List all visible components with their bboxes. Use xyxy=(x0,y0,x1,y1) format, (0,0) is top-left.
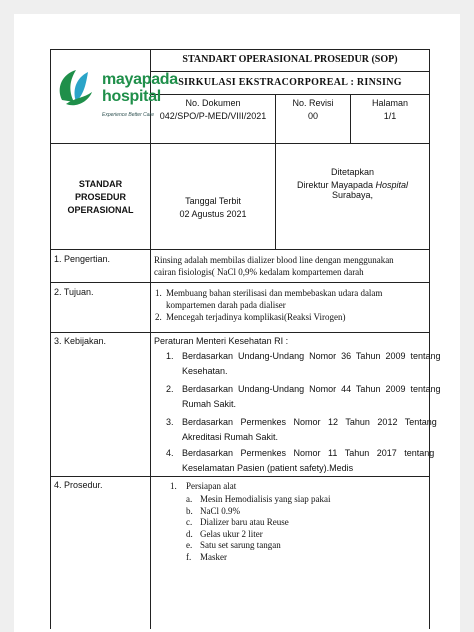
subitem-letter: b. xyxy=(186,505,193,516)
standar-label-line2: PROSEDUR xyxy=(74,192,126,202)
tujuan-label: 2. Tujuan. xyxy=(54,287,94,297)
divider xyxy=(50,249,430,250)
tujuan-item-1-line1: Membuang bahan sterilisasi dan membebaskan udara dalam xyxy=(166,288,383,298)
kebijakan-item-2-num: 2. xyxy=(166,384,174,394)
kebijakan-item-1-line2: Kesehatan. xyxy=(182,366,228,376)
subitem-letter: e. xyxy=(186,540,193,550)
prosedur-subitem xyxy=(186,528,426,540)
page-label: Halaman xyxy=(371,98,409,108)
mayapada-logo xyxy=(54,62,178,122)
kebijakan-intro: Peraturan Menteri Kesehatan RI : xyxy=(154,336,289,346)
pengertian-label: 1. Pengertian. xyxy=(54,254,111,264)
divider xyxy=(150,249,151,629)
kebijakan-item-4-line1: Berdasarkan Permenkes Nomor 11 Tahun 2017 tentang xyxy=(182,448,435,458)
subitem-letter: c. xyxy=(186,517,193,527)
prosedur-label: 4. Prosedur. xyxy=(54,480,103,490)
kebijakan-item-2-line1: Berdasarkan Undang-Undang Nomor 44 Tahun 2009 tentang xyxy=(182,384,441,394)
standar-label xyxy=(51,178,150,217)
document-page xyxy=(14,14,460,632)
tujuan-item-2: Mencegah terjadinya komplikasi(Reaksi Virogen) xyxy=(166,312,346,322)
kebijakan-item-3-line2: Akreditasi Rumah Sakit. xyxy=(182,432,279,442)
kebijakan-item-3-num: 3. xyxy=(166,417,174,427)
doc-no-value: 042/SPO/P-MED/VIII/2021 xyxy=(159,111,267,121)
pengertian-text xyxy=(154,254,428,278)
divider xyxy=(50,476,430,477)
kebijakan-item-3-line1: Berdasarkan Permenkes Nomor 12 Tahun 2012 Tentang xyxy=(182,417,437,427)
tanggal-terbit-value: 02 Agustus 2021 xyxy=(179,209,247,219)
divider xyxy=(50,332,430,333)
kebijakan-item-2-line2: Rumah Sakit. xyxy=(182,399,237,409)
logo-text-mayapada: mayapada xyxy=(102,71,178,88)
kebijakan-item-4-line2: Keselamatan Pasien (patient safety).Medis xyxy=(182,463,354,473)
direktur-italic: Hospital xyxy=(375,180,409,190)
subitem-text: Masker xyxy=(200,551,227,562)
prosedur-subitem xyxy=(186,505,426,517)
standar-label-line1: STANDAR xyxy=(78,179,123,189)
prosedur-subitems xyxy=(186,493,426,562)
divider xyxy=(50,143,430,144)
tujuan-item-1-line2: kompartemen darah pada dialiser xyxy=(166,300,286,310)
subitem-text: Gelas ukur 2 liter xyxy=(200,528,263,539)
kebijakan-label: 3. Kebijakan. xyxy=(54,336,107,346)
direktur-suffix: Surabaya, xyxy=(331,190,374,200)
tujuan-item-2-num: 2. xyxy=(155,312,162,322)
revision-value: 00 xyxy=(307,111,318,121)
subitem-text: Satu set sarung tangan xyxy=(200,540,281,550)
standar-label-line3: OPERASIONAL xyxy=(67,205,134,215)
ditetapkan-label: Ditetapkan xyxy=(330,167,375,177)
kebijakan-item-4-num: 4. xyxy=(166,448,174,458)
subitem-text: NaCl 0.9% xyxy=(200,505,240,516)
divider xyxy=(150,94,429,95)
pengertian-line2: cairan fisiologis( NaCl 0,9% kedalam kompartemen darah xyxy=(154,267,364,277)
subitem-text: Dializer baru atau Reuse xyxy=(200,517,289,527)
tujuan-item-1-num: 1. xyxy=(155,288,162,298)
kebijakan-item-1-num: 1. xyxy=(166,351,174,361)
doc-no-label: No. Dokumen xyxy=(185,98,241,108)
direktur-text xyxy=(276,180,429,200)
subitem-letter: d. xyxy=(186,528,193,539)
prosedur-item-title: Persiapan alat xyxy=(186,481,237,491)
table-border-top xyxy=(50,49,430,50)
kebijakan-item-1-line1: Berdasarkan Undang-Undang Nomor 36 Tahun 2009 tentang xyxy=(182,351,441,361)
table-border-left xyxy=(50,49,51,629)
prosedur-subitem xyxy=(186,539,426,551)
prosedur-subitem xyxy=(186,551,426,563)
logo-mark-icon xyxy=(54,62,98,112)
revision-label: No. Revisi xyxy=(292,98,334,108)
logo-text-hospital: hospital xyxy=(102,88,161,105)
sop-subtitle: SIRKULASI EKSTRACORPOREAL : RINSING xyxy=(178,77,402,88)
prosedur-subitem xyxy=(186,516,426,528)
tanggal-terbit-label: Tanggal Terbit xyxy=(185,196,241,206)
direktur-prefix: Direktur Mayapada xyxy=(296,180,376,190)
prosedur-subitem xyxy=(186,493,426,505)
divider xyxy=(50,282,430,283)
subitem-letter: f. xyxy=(186,551,192,562)
tujuan-item-1 xyxy=(166,287,428,311)
prosedur-item-num: 1. xyxy=(170,481,177,491)
logo-tagline: Experience Better Care xyxy=(102,112,154,118)
sop-title: STANDART OPERASIONAL PROSEDUR (SOP) xyxy=(182,54,398,65)
page-value: 1/1 xyxy=(383,111,397,121)
subitem-letter: a. xyxy=(186,494,193,504)
subitem-text: Mesin Hemodialisis yang siap pakai xyxy=(200,494,331,504)
divider xyxy=(150,71,429,72)
table-border-right xyxy=(429,49,430,629)
pengertian-line1: Rinsing adalah membilas dializer blood line dengan menggunakan xyxy=(154,255,394,265)
